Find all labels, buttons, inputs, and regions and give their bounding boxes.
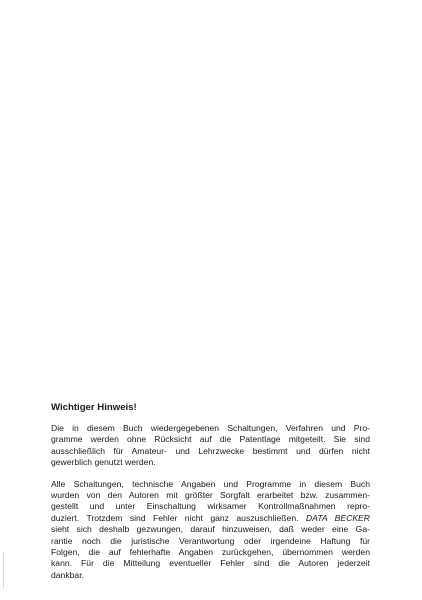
text-line: rantie noch die juristische Verantwortung oder irgendeine Haftung für (51, 535, 370, 546)
scan-edge-mark (3, 552, 4, 588)
text-line: gestellt und unter Einschaltung wirksamer Kontrollmaßnahmen repro- (51, 501, 370, 512)
legal-notice (51, 402, 370, 591)
text-line: Folgen, die auf fehlerhafte Angaben zurückgehen, übernommen werden (51, 547, 370, 558)
text-line-with-emphasis (51, 513, 370, 524)
notice-title: Wichtiger Hinweis! (51, 402, 137, 413)
text-line: gramme werden ohne Rücksicht auf die Patentlage mitgeteilt. Sie sind (51, 434, 370, 445)
text-line: gewerblich genutzt werden. (51, 457, 156, 468)
text-line: ausschließlich für Amateur- und Lehrzwecke bestimmt und dürfen nicht (51, 445, 370, 456)
publisher-name: DATA BECKER (305, 512, 370, 523)
notice-paragraph-1 (51, 423, 370, 469)
text-fragment: duziert. Trotzdem sind Fehler nicht ganz auszuschließen. (51, 512, 299, 523)
text-line: sieht sich deshalb gezwungen, darauf hinzuweisen, daß weder eine Ga- (51, 524, 370, 535)
text-line: kann. Für die Mitteilung eventueller Fehler sind die Autoren jederzeit (51, 558, 370, 569)
notice-paragraph-2 (51, 479, 370, 582)
text-line: Die in diesem Buch wiedergegebenen Schaltungen, Verfahren und Pro- (51, 423, 370, 433)
text-line: wurden von den Autoren mit größter Sorgfalt erarbeitet bzw. zusammen- (51, 490, 370, 501)
text-line: dankbar. (51, 569, 84, 580)
text-line: Alle Schaltungen, technische Angaben und Programme in diesem Buch (51, 478, 370, 489)
